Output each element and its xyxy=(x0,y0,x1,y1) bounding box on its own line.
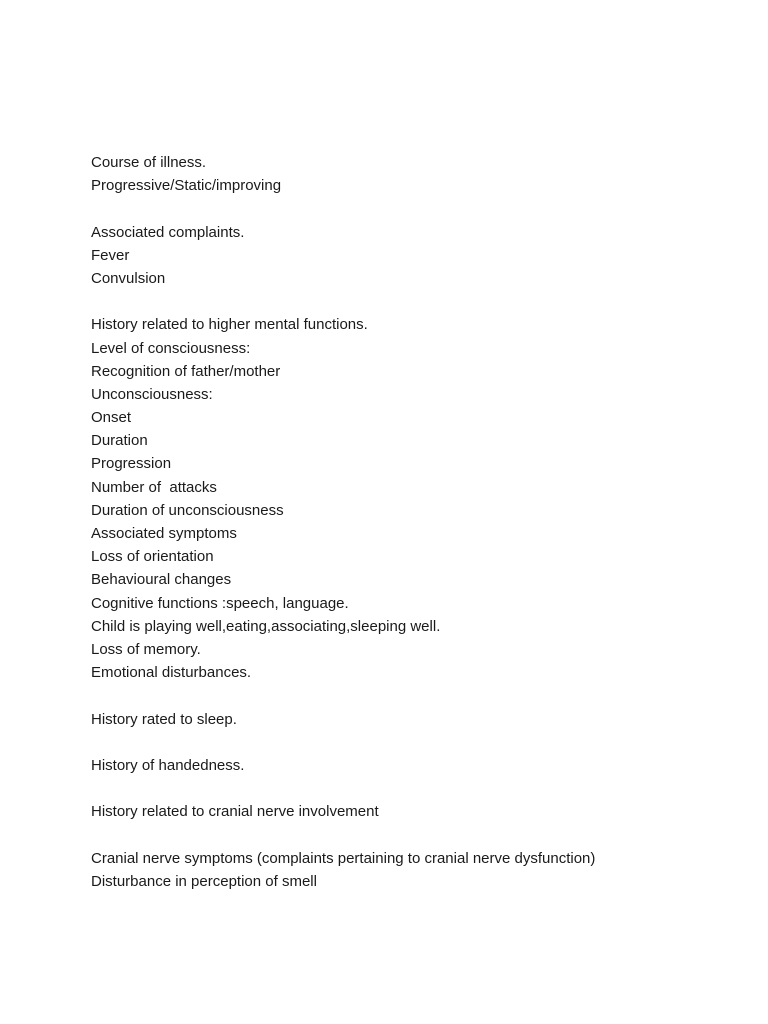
text-line-fever: Fever xyxy=(91,246,130,264)
text-line-associated-symptoms: Associated symptoms xyxy=(91,525,237,542)
text-line-cranial-nerve-involvement: History related to cranial nerve involvement xyxy=(91,803,379,821)
text-line-history-handedness: History of handedness. xyxy=(91,756,245,774)
text-line-onset: Onset xyxy=(91,409,132,427)
text-line-unconsciousness: Unconsciousness: xyxy=(91,385,213,403)
text-line-loss-of-memory: Loss of memory. xyxy=(91,640,201,658)
text-line-associated-complaints: Associated complaints. xyxy=(91,223,245,241)
text-line-duration: Duration xyxy=(91,432,148,450)
paragraph-gap xyxy=(91,731,751,754)
paragraph-gap xyxy=(91,197,751,220)
text-line-disturbance-smell: Disturbance in perception of smell xyxy=(91,872,317,890)
text-line-history-sleep: History rated to sleep. xyxy=(91,710,237,728)
text-line-behavioural-changes: Behavioural changes xyxy=(91,571,232,589)
text-line-emotional-disturbances: Emotional disturbances. xyxy=(91,664,252,682)
text-line-cranial-nerve-symptoms: Cranial nerve symptoms (complaints pertaining to cranial nerve dysfunction) xyxy=(91,849,596,867)
paragraph-gap xyxy=(91,684,751,707)
document-body xyxy=(91,151,751,893)
text-line-convulsion: Convulsion xyxy=(91,269,166,287)
text-line-child-is-playing: Child is playing well,eating,associating,sleeping well. xyxy=(91,617,441,635)
paragraph-gap xyxy=(91,290,751,313)
paragraph-gap xyxy=(91,823,751,846)
text-line-loss-of-orientation: Loss of orientation xyxy=(91,548,214,566)
paragraph-gap xyxy=(91,777,751,800)
text-line-number-of-attacks: Number of attacks xyxy=(91,478,217,496)
text-line-level-of-consciousness: Level of consciousness: xyxy=(91,339,251,357)
text-line-higher-mental-functions: History related to higher mental functions. xyxy=(91,316,368,334)
text-line-duration-of-unconsciousness: Duration of unconsciousness xyxy=(91,501,284,519)
text-line-cognitive-functions: Cognitive functions :speech, language. xyxy=(91,594,349,612)
text-line-course-of-illness: Course of illness. xyxy=(91,154,207,171)
text-line-progressive: Progressive/Static/improving xyxy=(91,177,282,195)
text-line-progression: Progression xyxy=(91,455,172,473)
text-line-recognition: Recognition of father/mother xyxy=(91,362,281,380)
